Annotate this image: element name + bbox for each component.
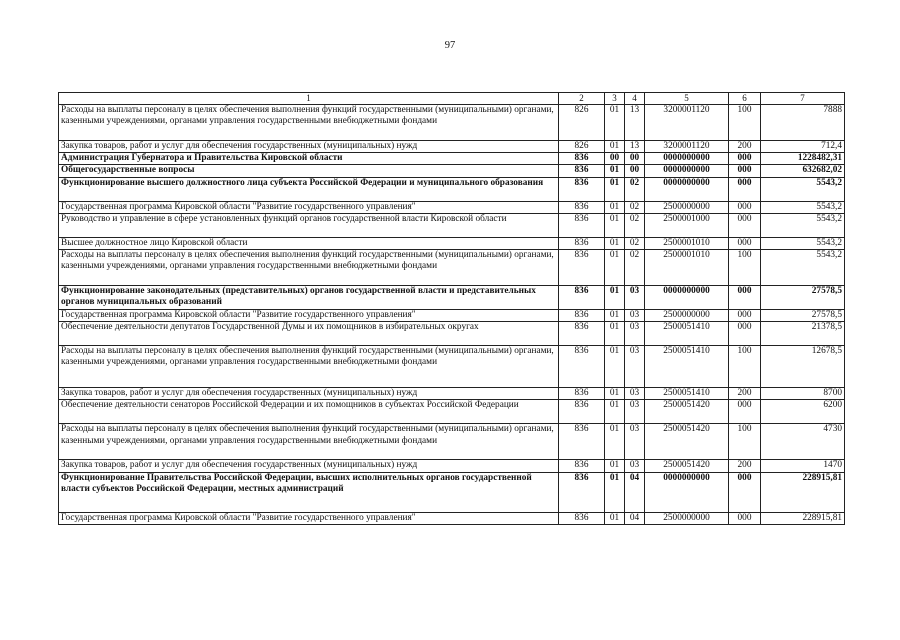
table-row	[59, 400, 845, 424]
row-name-cell: Руководство и управление в сфере установленных функций органов государственной власти Кировской области	[59, 213, 559, 237]
section-cell: 01	[605, 472, 625, 512]
target-article-cell: 0000000000	[645, 153, 729, 165]
section-cell: 01	[605, 322, 625, 346]
subsection-cell: 03	[625, 400, 645, 424]
subsection-cell: 03	[625, 460, 645, 472]
amount-cell: 5543,2	[761, 177, 845, 201]
header-cell: 1	[59, 93, 559, 105]
subsection-cell: 04	[625, 512, 645, 524]
table-row	[59, 250, 845, 286]
section-cell: 00	[605, 153, 625, 165]
admin-code-cell: 836	[559, 460, 605, 472]
section-cell: 01	[605, 141, 625, 153]
expense-type-cell: 000	[729, 153, 761, 165]
target-article-cell: 3200001120	[645, 105, 729, 141]
subsection-cell: 02	[625, 250, 645, 286]
admin-code-cell: 836	[559, 322, 605, 346]
amount-cell: 1470	[761, 460, 845, 472]
amount-cell: 5543,2	[761, 237, 845, 249]
row-name-cell: Государственная программа Кировской области "Развитие государственного управления"	[59, 512, 559, 524]
target-article-cell: 0000000000	[645, 286, 729, 310]
table-row	[59, 213, 845, 237]
row-name-cell: Расходы на выплаты персоналу в целях обеспечения выполнения функций государственными (муниципальными) органами, казенными учреждениями, органами управления государственными внебюджетными фондами	[59, 105, 559, 141]
amount-cell: 1228482,31	[761, 153, 845, 165]
subsection-cell: 13	[625, 105, 645, 141]
section-cell: 01	[605, 213, 625, 237]
amount-cell: 228915,81	[761, 512, 845, 524]
amount-cell: 228915,81	[761, 472, 845, 512]
table-row	[59, 346, 845, 388]
subsection-cell: 13	[625, 141, 645, 153]
subsection-cell: 00	[625, 165, 645, 177]
section-cell: 01	[605, 250, 625, 286]
expense-type-cell: 000	[729, 400, 761, 424]
table-body	[59, 105, 845, 525]
amount-cell: 5543,2	[761, 213, 845, 237]
section-cell: 01	[605, 424, 625, 460]
table-row	[59, 177, 845, 201]
target-article-cell: 2500001010	[645, 237, 729, 249]
table-row	[59, 286, 845, 310]
subsection-cell: 03	[625, 388, 645, 400]
header-cell: 5	[645, 93, 729, 105]
admin-code-cell: 836	[559, 165, 605, 177]
section-cell: 01	[605, 346, 625, 388]
admin-code-cell: 836	[559, 201, 605, 213]
expense-type-cell: 100	[729, 346, 761, 388]
table-row	[59, 424, 845, 460]
expense-type-cell: 000	[729, 177, 761, 201]
admin-code-cell: 836	[559, 237, 605, 249]
row-name-cell: Функционирование законодательных (представительных) органов государственной власти и представительных органов муниципальных образований	[59, 286, 559, 310]
row-name-cell: Высшее должностное лицо Кировской области	[59, 237, 559, 249]
target-article-cell: 0000000000	[645, 177, 729, 201]
expense-type-cell: 200	[729, 460, 761, 472]
subsection-cell: 00	[625, 153, 645, 165]
table-row	[59, 388, 845, 400]
row-name-cell: Государственная программа Кировской области "Развитие государственного управления"	[59, 310, 559, 322]
admin-code-cell: 836	[559, 153, 605, 165]
amount-cell: 21378,5	[761, 322, 845, 346]
admin-code-cell: 836	[559, 177, 605, 201]
table-row	[59, 153, 845, 165]
table-row	[59, 201, 845, 213]
row-name-cell: Закупка товаров, работ и услуг для обеспечения государственных (муниципальных) нужд	[59, 460, 559, 472]
expense-type-cell: 000	[729, 201, 761, 213]
row-name-cell: Закупка товаров, работ и услуг для обеспечения государственных (муниципальных) нужд	[59, 388, 559, 400]
admin-code-cell: 836	[559, 400, 605, 424]
admin-code-cell: 836	[559, 388, 605, 400]
expense-type-cell: 100	[729, 250, 761, 286]
target-article-cell: 2500051420	[645, 424, 729, 460]
row-name-cell: Обеспечение деятельности сенаторов Российской Федерации и их помощников в субъектах Российской Федерации	[59, 400, 559, 424]
table-row	[59, 322, 845, 346]
page-number: 97	[444, 40, 456, 51]
amount-cell: 7888	[761, 105, 845, 141]
row-name-cell: Расходы на выплаты персоналу в целях обеспечения выполнения функций государственными (муниципальными) органами, казенными учреждениями, органами управления государственными внебюджетными фондами	[59, 346, 559, 388]
target-article-cell: 2500000000	[645, 512, 729, 524]
expense-type-cell: 000	[729, 310, 761, 322]
subsection-cell: 03	[625, 346, 645, 388]
admin-code-cell: 836	[559, 424, 605, 460]
admin-code-cell: 826	[559, 105, 605, 141]
row-name-cell: Расходы на выплаты персоналу в целях обеспечения выполнения функций государственными (муниципальными) органами, казенными учреждениями, органами управления государственными внебюджетными фондами	[59, 424, 559, 460]
amount-cell: 5543,2	[761, 201, 845, 213]
table-row	[59, 141, 845, 153]
expense-type-cell: 000	[729, 512, 761, 524]
amount-cell: 27578,5	[761, 286, 845, 310]
header-cell: 7	[761, 93, 845, 105]
amount-cell: 5543,2	[761, 250, 845, 286]
target-article-cell: 2500051410	[645, 346, 729, 388]
table-row	[59, 165, 845, 177]
subsection-cell: 03	[625, 424, 645, 460]
target-article-cell: 2500001010	[645, 250, 729, 286]
target-article-cell: 0000000000	[645, 472, 729, 512]
expense-type-cell: 000	[729, 472, 761, 512]
subsection-cell: 04	[625, 472, 645, 512]
target-article-cell: 2500051410	[645, 322, 729, 346]
section-cell: 01	[605, 237, 625, 249]
amount-cell: 8700	[761, 388, 845, 400]
target-article-cell: 2500001000	[645, 213, 729, 237]
target-article-cell: 2500051410	[645, 388, 729, 400]
admin-code-cell: 826	[559, 141, 605, 153]
section-cell: 01	[605, 460, 625, 472]
expense-type-cell: 200	[729, 388, 761, 400]
expense-type-cell: 100	[729, 424, 761, 460]
table-row	[59, 105, 845, 141]
subsection-cell: 03	[625, 286, 645, 310]
amount-cell: 27578,5	[761, 310, 845, 322]
target-article-cell: 2500051420	[645, 400, 729, 424]
row-name-cell: Государственная программа Кировской области "Развитие государственного управления"	[59, 201, 559, 213]
row-name-cell: Функционирование Правительства Российской Федерации, высших исполнительных органов государственной власти субъектов Российской Федерации, местных администраций	[59, 472, 559, 512]
admin-code-cell: 836	[559, 213, 605, 237]
row-name-cell: Функционирование высшего должностного лица субъекта Российской Федерации и муниципального образования	[59, 177, 559, 201]
admin-code-cell: 836	[559, 512, 605, 524]
section-cell: 01	[605, 512, 625, 524]
amount-cell: 6200	[761, 400, 845, 424]
target-article-cell: 0000000000	[645, 165, 729, 177]
target-article-cell: 3200001120	[645, 141, 729, 153]
section-cell: 01	[605, 400, 625, 424]
admin-code-cell: 836	[559, 250, 605, 286]
section-cell: 01	[605, 165, 625, 177]
header-cell: 6	[729, 93, 761, 105]
amount-cell: 632682,02	[761, 165, 845, 177]
row-name-cell: Обеспечение деятельности депутатов Государственной Думы и их помощников в избирательных округах	[59, 322, 559, 346]
target-article-cell: 2500051420	[645, 460, 729, 472]
section-cell: 01	[605, 177, 625, 201]
header-cell: 4	[625, 93, 645, 105]
subsection-cell: 02	[625, 237, 645, 249]
expense-type-cell: 000	[729, 286, 761, 310]
subsection-cell: 02	[625, 177, 645, 201]
header-cell: 2	[559, 93, 605, 105]
expense-type-cell: 000	[729, 237, 761, 249]
target-article-cell: 2500000000	[645, 310, 729, 322]
subsection-cell: 03	[625, 322, 645, 346]
table-row	[59, 310, 845, 322]
amount-cell: 4730	[761, 424, 845, 460]
row-name-cell: Общегосударственные вопросы	[59, 165, 559, 177]
expense-type-cell: 100	[729, 105, 761, 141]
amount-cell: 12678,5	[761, 346, 845, 388]
section-cell: 01	[605, 388, 625, 400]
section-cell: 01	[605, 310, 625, 322]
header-row	[59, 93, 845, 105]
table-row	[59, 512, 845, 524]
admin-code-cell: 836	[559, 286, 605, 310]
row-name-cell: Администрация Губернатора и Правительства Кировской области	[59, 153, 559, 165]
section-cell: 01	[605, 286, 625, 310]
section-cell: 01	[605, 201, 625, 213]
expense-type-cell: 000	[729, 165, 761, 177]
table-row	[59, 460, 845, 472]
row-name-cell: Расходы на выплаты персоналу в целях обеспечения выполнения функций государственными (муниципальными) органами, казенными учреждениями, органами управления государственными внебюджетными фондами	[59, 250, 559, 286]
header-cell: 3	[605, 93, 625, 105]
subsection-cell: 02	[625, 213, 645, 237]
row-name-cell: Закупка товаров, работ и услуг для обеспечения государственных (муниципальных) нужд	[59, 141, 559, 153]
section-cell: 01	[605, 105, 625, 141]
amount-cell: 712,4	[761, 141, 845, 153]
admin-code-cell: 836	[559, 472, 605, 512]
target-article-cell: 2500000000	[645, 201, 729, 213]
budget-table	[58, 92, 845, 525]
subsection-cell: 02	[625, 201, 645, 213]
table-row	[59, 472, 845, 512]
admin-code-cell: 836	[559, 346, 605, 388]
admin-code-cell: 836	[559, 310, 605, 322]
subsection-cell: 03	[625, 310, 645, 322]
table-row	[59, 237, 845, 249]
expense-type-cell: 200	[729, 141, 761, 153]
expense-type-cell: 000	[729, 322, 761, 346]
expense-type-cell: 000	[729, 213, 761, 237]
